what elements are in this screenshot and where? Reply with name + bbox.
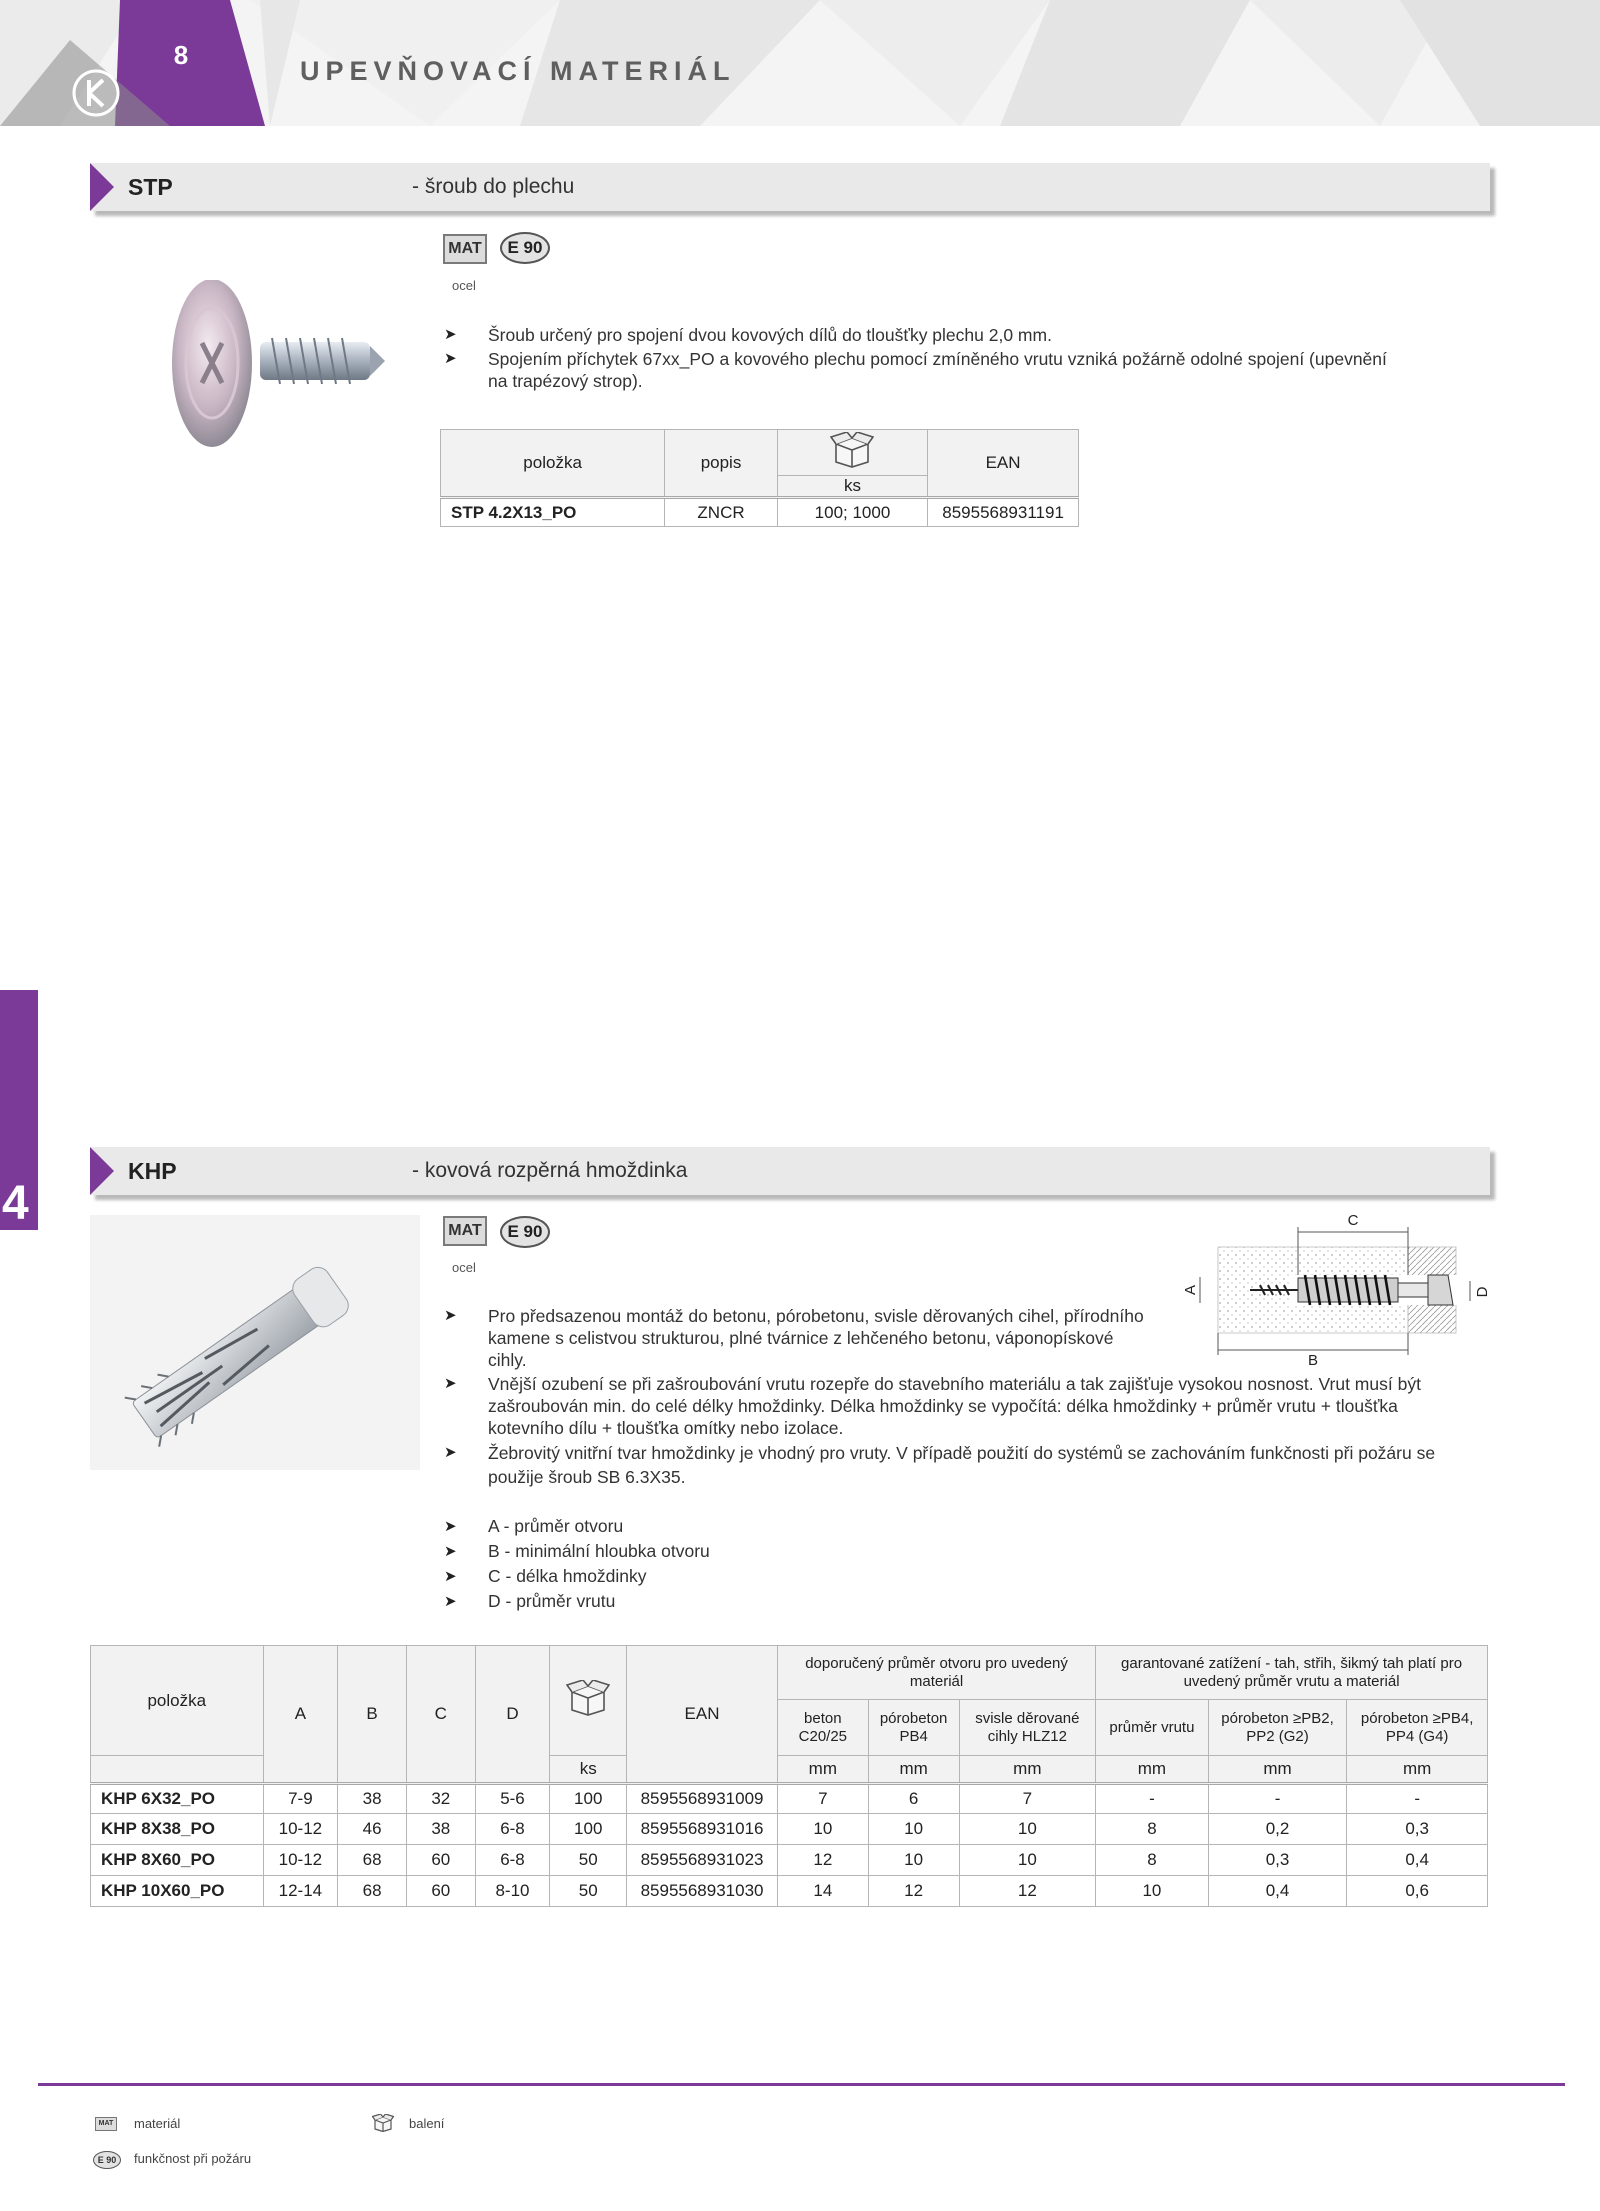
table-cell: 50 bbox=[550, 1876, 627, 1907]
chapter-side-tab bbox=[0, 990, 38, 1230]
table-cell: 100 bbox=[550, 1814, 627, 1845]
fire-rating-badge: E 90 bbox=[500, 232, 550, 264]
package-header bbox=[550, 1646, 627, 1756]
table-cell: 0,4 bbox=[1347, 1845, 1488, 1876]
material-legend-icon: MAT bbox=[95, 2117, 117, 2131]
stp-bullet-list bbox=[444, 324, 1404, 392]
table-cell: 14 bbox=[777, 1876, 868, 1907]
sub-header: pórobeton ≥PB2, PP2 (G2) bbox=[1208, 1700, 1347, 1756]
sub-header: beton C20/25 bbox=[777, 1700, 868, 1756]
fire-rating-badge: E 90 bbox=[500, 1216, 550, 1248]
table-header: EAN bbox=[928, 430, 1079, 498]
section-bar-stp bbox=[90, 163, 1490, 211]
bullet-item: ➤ D - průměr vrutu bbox=[444, 1589, 944, 1614]
table-cell: 10 bbox=[1096, 1876, 1209, 1907]
page-number: 8 bbox=[173, 40, 189, 70]
table-cell: 100; 1000 bbox=[777, 498, 927, 527]
material-badge: MAT bbox=[443, 1216, 487, 1246]
table-cell: 7 bbox=[959, 1784, 1096, 1814]
box-icon bbox=[372, 2114, 394, 2137]
stp-table bbox=[440, 429, 1079, 527]
table-cell: 8-10 bbox=[475, 1876, 550, 1907]
table-cell: 50 bbox=[550, 1845, 627, 1876]
table-cell: 10 bbox=[868, 1814, 959, 1845]
bullet-item: ➤ Spojením příchytek 67xx_PO a kovového plechu pomocí zmíněného vrutu vzniká požárně odolné spojení (upevnění na trapézový strop). bbox=[444, 348, 1404, 392]
table-header: B bbox=[338, 1646, 407, 1784]
table-cell: 6 bbox=[868, 1784, 959, 1814]
sub-header: pórobeton PB4 bbox=[868, 1700, 959, 1756]
sub-header: průměr vrutu bbox=[1096, 1700, 1209, 1756]
table-cell: 10-12 bbox=[263, 1845, 338, 1876]
section-arrow-icon bbox=[90, 163, 114, 211]
footer-divider bbox=[38, 2083, 1565, 2086]
bullet-item: ➤ B - minimální hloubka otvoru bbox=[444, 1539, 944, 1564]
table-cell: 7 bbox=[777, 1784, 868, 1814]
fire-legend-icon: E 90 bbox=[93, 2151, 121, 2169]
bullet-item: ➤ Šroub určený pro spojení dvou kovových dílů do tloušťky plechu 2,0 mm. bbox=[444, 324, 1404, 346]
table-cell: 60 bbox=[406, 1845, 475, 1876]
table-row bbox=[91, 1876, 1488, 1907]
table-cell: 38 bbox=[338, 1784, 407, 1814]
legend-label: funkčnost při požáru bbox=[134, 2151, 252, 2166]
table-cell: 68 bbox=[338, 1876, 407, 1907]
section-description: - šroub do plechu bbox=[412, 175, 575, 198]
diagram-label-a: A bbox=[1182, 1284, 1199, 1296]
table-header: EAN bbox=[627, 1646, 778, 1784]
table-cell: 6-8 bbox=[475, 1814, 550, 1845]
chapter-title: UPEVŇOVACÍ MATERIÁL bbox=[300, 56, 736, 86]
table-cell: ZNCR bbox=[665, 498, 778, 527]
khp-table bbox=[90, 1645, 1488, 1907]
table-cell: 5-6 bbox=[475, 1784, 550, 1814]
screw-product-image bbox=[150, 280, 390, 465]
table-cell: 10 bbox=[959, 1814, 1096, 1845]
table-cell: - bbox=[1347, 1784, 1488, 1814]
group-header-load: garantované zatížení - tah, střih, šikmý tah platí pro uvedený průměr vrutu a materiál bbox=[1096, 1646, 1488, 1700]
table-cell: 8595568931009 bbox=[627, 1784, 778, 1814]
table-cell: 0,3 bbox=[1208, 1845, 1347, 1876]
bullet-item: ➤ A - průměr otvoru bbox=[444, 1514, 944, 1539]
bullet-item: ➤ Žebrovitý vnitřní tvar hmoždinky je vhodný pro vruty. V případě použití do systémů se zachováním funkčnosti při požáru se použije šroub SB 6.3X35. bbox=[444, 1441, 1474, 1489]
table-row bbox=[441, 498, 1079, 527]
item-cell: KHP 6X32_PO bbox=[91, 1784, 264, 1814]
diagram-label-b: B bbox=[1307, 1352, 1319, 1365]
table-cell: 0,3 bbox=[1347, 1814, 1488, 1845]
table-cell: 12 bbox=[868, 1876, 959, 1907]
table-header: D bbox=[475, 1646, 550, 1784]
section-description: - kovová rozpěrná hmoždinka bbox=[412, 1159, 688, 1182]
table-cell: 60 bbox=[406, 1876, 475, 1907]
table-cell: 32 bbox=[406, 1784, 475, 1814]
unit-cell: mm bbox=[1208, 1756, 1347, 1784]
table-cell: 8595568931016 bbox=[627, 1814, 778, 1845]
item-cell: KHP 8X60_PO bbox=[91, 1845, 264, 1876]
table-cell: 38 bbox=[406, 1814, 475, 1845]
table-cell: 12 bbox=[777, 1845, 868, 1876]
unit-cell: mm bbox=[959, 1756, 1096, 1784]
table-cell: - bbox=[1208, 1784, 1347, 1814]
sub-header: svisle děrované cihly HLZ12 bbox=[959, 1700, 1096, 1756]
table-cell: 6-8 bbox=[475, 1845, 550, 1876]
box-icon bbox=[566, 1680, 610, 1716]
diagram-label-d: D bbox=[1474, 1286, 1490, 1298]
material-label: ocel bbox=[452, 278, 476, 293]
header-geometric-background bbox=[0, 0, 1600, 126]
table-cell: 10 bbox=[868, 1845, 959, 1876]
unit-cell: ks bbox=[777, 476, 927, 498]
diagram-label-c: C bbox=[1347, 1212, 1359, 1229]
table-cell: 8595568931191 bbox=[928, 498, 1079, 527]
section-code: STP bbox=[128, 174, 173, 200]
table-cell: 10 bbox=[777, 1814, 868, 1845]
table-cell: 8595568931030 bbox=[627, 1876, 778, 1907]
table-header: položka bbox=[441, 430, 665, 498]
table-row bbox=[91, 1845, 1488, 1876]
table-cell: 10 bbox=[959, 1845, 1096, 1876]
unit-cell: mm bbox=[777, 1756, 868, 1784]
section-code: KHP bbox=[128, 1158, 177, 1184]
unit-cell: ks bbox=[550, 1756, 627, 1784]
unit-cell bbox=[91, 1756, 264, 1784]
table-cell: 0,4 bbox=[1208, 1876, 1347, 1907]
item-cell: KHP 10X60_PO bbox=[91, 1876, 264, 1907]
legend-label: materiál bbox=[134, 2116, 181, 2131]
sub-header: pórobeton ≥PB4, PP4 (G4) bbox=[1347, 1700, 1488, 1756]
khp-bullet-list bbox=[444, 1305, 1474, 1489]
table-cell: 100 bbox=[550, 1784, 627, 1814]
table-row bbox=[91, 1814, 1488, 1845]
table-cell: 68 bbox=[338, 1845, 407, 1876]
section-arrow-icon bbox=[90, 1147, 114, 1195]
table-cell: 8595568931023 bbox=[627, 1845, 778, 1876]
table-cell: 8 bbox=[1096, 1845, 1209, 1876]
legend-label: balení bbox=[409, 2116, 445, 2131]
khp-dimension-legend bbox=[444, 1514, 944, 1614]
table-cell: 7-9 bbox=[263, 1784, 338, 1814]
unit-cell: mm bbox=[868, 1756, 959, 1784]
table-header: popis bbox=[665, 430, 778, 498]
table-cell: 0,6 bbox=[1347, 1876, 1488, 1907]
material-label: ocel bbox=[452, 1260, 476, 1275]
table-cell: 0,2 bbox=[1208, 1814, 1347, 1845]
table-header: C bbox=[406, 1646, 475, 1784]
unit-cell: mm bbox=[1347, 1756, 1488, 1784]
table-header: položka bbox=[91, 1646, 264, 1756]
table-cell: 12-14 bbox=[263, 1876, 338, 1907]
bullet-item: ➤ C - délka hmoždinky bbox=[444, 1564, 944, 1589]
item-cell: KHP 8X38_PO bbox=[91, 1814, 264, 1845]
table-cell: 46 bbox=[338, 1814, 407, 1845]
item-cell: STP 4.2X13_PO bbox=[441, 498, 665, 527]
table-cell: 12 bbox=[959, 1876, 1096, 1907]
unit-cell: mm bbox=[1096, 1756, 1209, 1784]
table-header: A bbox=[263, 1646, 338, 1784]
bullet-item: ➤ Vnější ozubení se při zašroubování vrutu rozepře do stavebního materiálu a tak zajišťuje vysokou nosnost. Vrut musí být zašroubován min. do celé délky hmoždinky. Délka hmoždinky se vypočítá: délka hmoždinky + průměr vrutu + tloušťka kotevního dílu + tloušťka omítky nebo izolace. bbox=[444, 1373, 1474, 1439]
table-cell: 10-12 bbox=[263, 1814, 338, 1845]
bullet-item: ➤ Pro předsazenou montáž do betonu, pórobetonu, svisle děrovaných cihel, přírodního kamene s celistvou strukturou, plné tvárnice z lehčeného betonu, váponopískové cihly. bbox=[444, 1305, 1148, 1371]
page-header bbox=[0, 0, 1600, 126]
table-cell: 8 bbox=[1096, 1814, 1209, 1845]
group-header-hole: doporučený průměr otvoru pro uvedený materiál bbox=[777, 1646, 1095, 1700]
table-row bbox=[91, 1784, 1488, 1814]
package-header bbox=[777, 430, 927, 476]
chapter-tab-number: 4 bbox=[2, 1177, 29, 1230]
material-badge: MAT bbox=[443, 234, 487, 264]
section-bar-khp bbox=[90, 1147, 1490, 1195]
box-icon bbox=[830, 432, 874, 468]
anchor-product-image bbox=[90, 1215, 420, 1470]
table-cell: - bbox=[1096, 1784, 1209, 1814]
